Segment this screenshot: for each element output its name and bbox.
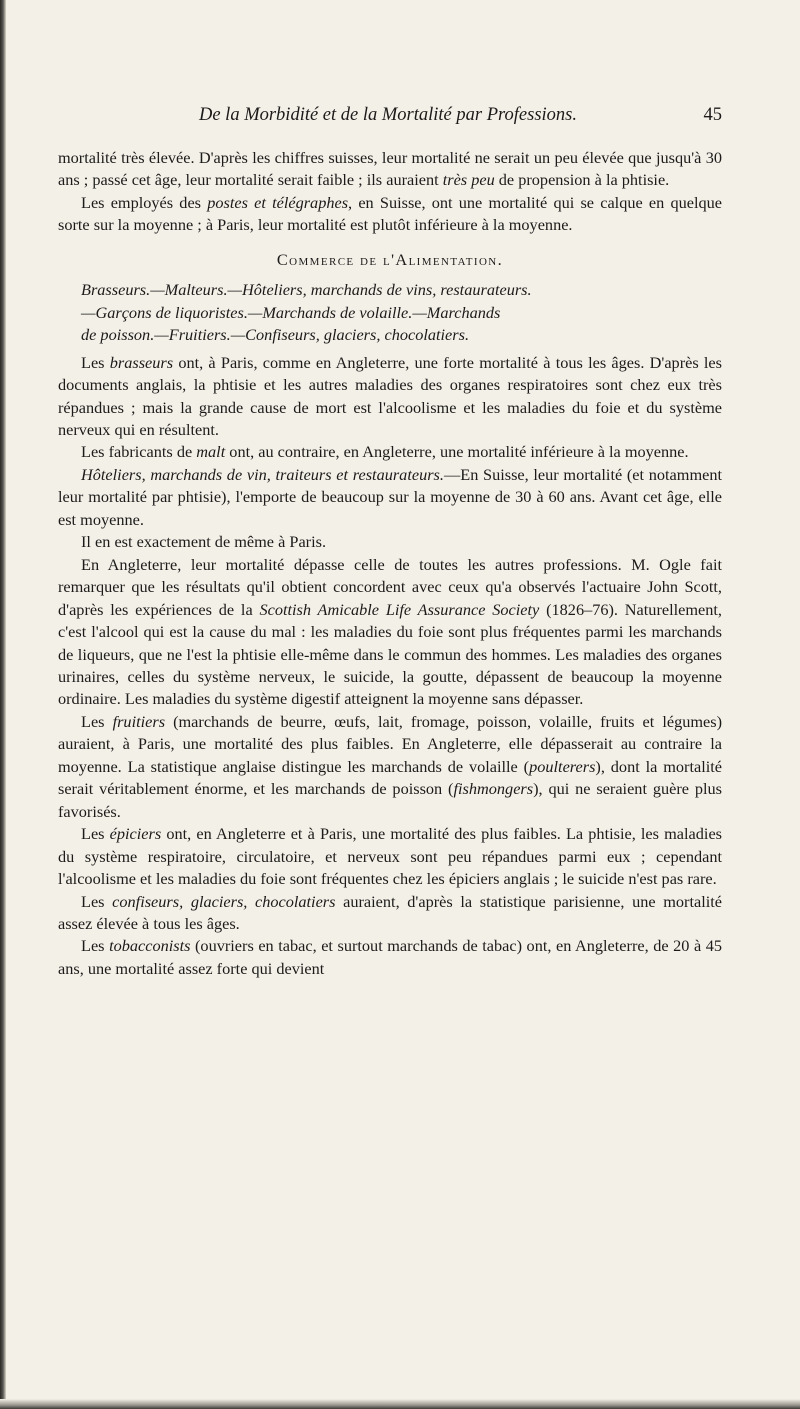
text-run: (marchands de beurre, œufs, lait, fromage, poisson, volaille, fruits et légumes) auraient, à Paris, une mortalité des plus faibles. En Angleterre, elle dépasserait au contraire la moyenne. La statistique anglaise distingue les marchands de volaille ( — [58, 711, 722, 776]
paragraph — [58, 823, 722, 890]
running-header — [100, 103, 722, 127]
text-run: ), qui ne seraient guère plus favorisés. — [58, 779, 723, 821]
italic-run: Hôteliers, marchands de vin, traiteurs et restaurateurs. — [81, 464, 444, 484]
italic-run: postes et télégraphes — [207, 192, 349, 212]
paragraph: Il en est exactement de même à Paris. — [81, 532, 327, 552]
text-run: , en Suisse, ont une mortalité qui se calque en quelque sorte sur la moyenne ; à Paris, leur mortalité est plutôt inférieure à la moyenne. — [58, 192, 723, 235]
text-run: Les employés des — [81, 192, 208, 212]
text-run: ont, à Paris, comme en Angleterre, une forte mortalité à tous les âges. D'après les documents anglais, la phtisie et les autres maladies des organes respiratoires sont chez eux très répandues ; mais la grande cause de mort est l'alcoolisme et les maladies du foie et du système nerveux qui en résultent. — [58, 352, 722, 439]
paragraph — [58, 891, 722, 936]
page-bottom-shadow — [0, 1399, 800, 1409]
text-run: ont, en Angleterre et à Paris, une mortalité des plus faibles. La phtisie, les maladies du système respiratoire, circulatoire, et nerveux sont peu répandues parmi eux ; cependant l'alcoolisme et les maladies du foie sont fréquentes chez les épiciers anglais ; le suicide n'est pas rare. — [58, 824, 723, 889]
paragraph — [58, 352, 722, 442]
trades-line: —Garçons de liquoristes.—Marchands de volaille.—Marchands — [81, 302, 501, 322]
text-run: Les — [81, 711, 113, 731]
text-run: (ouvriers en tabac, et surtout marchands de tabac) ont, en Angleterre, de 20 à 45 ans, une mortalité assez forte qui devient — [58, 936, 723, 978]
paragraph — [58, 464, 722, 531]
italic-run: épiciers — [109, 824, 162, 844]
italic-run: Scottish Amicable Life Assurance Society — [259, 599, 540, 619]
italic-run: malt — [196, 442, 226, 462]
italic-run: fruitiers — [112, 711, 166, 731]
text-run: Les — [81, 936, 110, 956]
text-run: (1826–76). Naturellement, c'est l'alcool qui est la cause du mal : les maladies du foie sont plus fréquentes parmi les marchands de liqueurs, que ne l'est la phtisie elle-même dans le commun des hommes. Les maladies des organes urinaires, celles du système nerveux, le suicide, la goutte, dépassent de beaucoup la moyenne ordinaire. Les maladies du système digestif atteignent la moyenne sans dépasser. — [58, 599, 722, 709]
trades-list — [58, 279, 722, 346]
page-number: 45 — [703, 105, 722, 125]
paragraph — [58, 192, 722, 237]
paragraph — [58, 147, 722, 192]
text-run: ont, au contraire, en Angleterre, une mortalité inférieure à la moyenne. — [225, 442, 689, 462]
italic-run: tobacconists — [109, 936, 191, 956]
text-run: auraient, d'après la statistique parisienne, une mortalité assez élevée à tous les âges. — [58, 891, 723, 933]
paragraph — [58, 441, 722, 463]
text-run: Les — [81, 824, 110, 844]
text-run: —En Suisse, leur mortalité (et notamment leur mortalité par phtisie), l'emporte de beaucoup sur la moyenne de 30 à 60 ans. Avant cet âge, elle est moyenne. — [58, 464, 722, 529]
italic-run: fishmongers — [453, 779, 534, 799]
running-title: De la Morbidité et de la Mortalité par Professions. — [198, 105, 577, 125]
text-run: mortalité très élevée. D'après les chiffres suisses, leur mortalité ne serait un peu élevée que jusqu'à 30 ans ; passé cet âge, leur mortalité serait faible ; ils auraient — [58, 148, 722, 190]
italic-run: brasseurs — [109, 352, 174, 372]
text-run: En Angleterre, leur mortalité dépasse celle de toutes les autres professions. M. Ogle fait remarquer que les résultats qu'il obtient concordent avec ceux qu'a observés l'actuaire John Scott, d'après les expériences de la — [58, 554, 722, 619]
text-run: Les — [81, 891, 113, 911]
text-run: de propension à la phtisie. — [494, 170, 670, 190]
italic-run: confiseurs, glaciers, chocolatiers — [112, 891, 336, 911]
paragraph — [58, 711, 722, 823]
trades-line: Brasseurs.—Malteurs.—Hôteliers, marchands de vins, restaurateurs. — [81, 280, 532, 300]
body-text — [58, 147, 722, 980]
paragraph — [58, 935, 722, 980]
paragraph — [58, 554, 722, 711]
italic-run: poulterers — [529, 756, 596, 776]
page-left-shadow — [0, 0, 6, 1409]
text-run: Les — [81, 352, 110, 372]
text-run: ), dont la mortalité serait véritablement énorme, et les marchands de poisson ( — [58, 756, 723, 799]
text-run: Les fabricants de — [81, 442, 197, 462]
italic-run: très peu — [442, 170, 495, 190]
trades-line: de poisson.—Fruitiers.—Confiseurs, glaciers, chocolatiers. — [81, 325, 470, 345]
section-heading: Commerce de l'Alimentation. — [276, 249, 504, 269]
